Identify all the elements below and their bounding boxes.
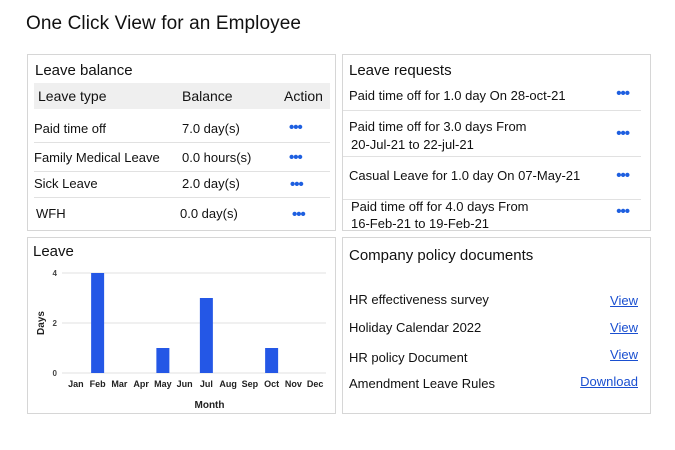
leave-request-item[interactable] xyxy=(349,118,641,154)
document-name: HR policy Document xyxy=(349,350,468,365)
balance-cell: 0.0 day(s) xyxy=(180,206,238,221)
more-dots-icon[interactable]: ••• xyxy=(616,125,629,142)
leave-balance-title: Leave balance xyxy=(35,62,133,79)
more-dots-icon[interactable]: ••• xyxy=(616,85,629,102)
policy-documents-card xyxy=(342,237,651,414)
leave-type-cell: Sick Leave xyxy=(34,176,98,191)
chart-bar xyxy=(91,273,104,373)
balance-cell: 7.0 day(s) xyxy=(182,121,240,136)
x-tick-label: Jul xyxy=(199,379,213,389)
more-dots-icon[interactable]: ••• xyxy=(289,149,302,166)
x-tick-label: Jan xyxy=(68,379,84,389)
list-item xyxy=(349,292,645,310)
document-name: HR effectiveness survey xyxy=(349,292,489,307)
policy-documents-title: Company policy documents xyxy=(349,247,534,264)
column-header-action: Action xyxy=(284,88,323,104)
y-axis-title: Days xyxy=(36,311,47,335)
leave-chart-title: Leave xyxy=(33,243,74,260)
balance-cell: 2.0 day(s) xyxy=(182,176,240,191)
leave-request-dates: 16-Feb-21 to 19-Feb-21 xyxy=(351,216,490,231)
list-item xyxy=(349,320,645,338)
row-divider xyxy=(343,156,641,157)
view-link[interactable]: View xyxy=(610,320,638,335)
y-tick-label: 4 xyxy=(52,269,57,278)
chart-bar xyxy=(265,348,278,373)
column-header-balance: Balance xyxy=(182,88,233,104)
more-dots-icon[interactable]: ••• xyxy=(289,119,302,136)
more-dots-icon[interactable]: ••• xyxy=(290,176,303,193)
x-axis-title: Month xyxy=(194,400,225,411)
x-tick-label: Aug xyxy=(219,379,237,389)
leave-request-text: Casual Leave for 1.0 day On 07-May-21 xyxy=(349,168,581,183)
x-tick-label: Mar xyxy=(111,379,128,389)
balance-cell: 0.0 hours(s) xyxy=(182,150,252,165)
x-tick-label: Oct xyxy=(264,379,280,389)
leave-request-text: Paid time off for 1.0 day On 28-oct-21 xyxy=(349,88,566,103)
x-tick-label: Sep xyxy=(241,379,259,389)
leave-request-dates: 20-Jul-21 to 22-jul-21 xyxy=(351,137,474,152)
leave-request-item[interactable] xyxy=(349,86,641,108)
document-name: Amendment Leave Rules xyxy=(349,376,495,391)
table-row xyxy=(34,200,330,228)
more-dots-icon[interactable]: ••• xyxy=(616,203,629,220)
x-tick-label: May xyxy=(154,379,172,389)
column-header-leave-type: Leave type xyxy=(38,88,107,104)
y-tick-label: 2 xyxy=(52,319,57,328)
more-dots-icon[interactable]: ••• xyxy=(616,167,629,184)
leave-type-cell: WFH xyxy=(36,206,66,221)
x-tick-label: Feb xyxy=(89,379,106,389)
row-divider xyxy=(34,197,330,198)
row-divider xyxy=(34,142,330,143)
x-tick-label: Dec xyxy=(306,379,324,389)
leave-chart-card xyxy=(27,237,336,414)
leave-request-text: Paid time off for 4.0 days From xyxy=(351,199,529,214)
chart-bar xyxy=(156,348,169,373)
y-tick-label: 0 xyxy=(52,369,57,378)
download-link[interactable]: Download xyxy=(580,374,638,389)
x-tick-label: Apr xyxy=(133,379,149,389)
leave-requests-title: Leave requests xyxy=(349,62,452,79)
leave-balance-card xyxy=(27,54,336,231)
leave-balance-header-row xyxy=(34,83,330,109)
table-row xyxy=(34,170,330,198)
document-name: Holiday Calendar 2022 xyxy=(349,320,482,335)
leave-request-item[interactable] xyxy=(349,198,641,232)
x-tick-label: Nov xyxy=(284,379,302,389)
leave-request-item[interactable] xyxy=(349,167,641,189)
table-row xyxy=(34,144,330,172)
more-dots-icon[interactable]: ••• xyxy=(292,206,305,223)
leave-type-cell: Family Medical Leave xyxy=(34,150,160,165)
leave-request-text: Paid time off for 3.0 days From xyxy=(349,119,527,134)
table-row xyxy=(34,115,330,143)
view-link[interactable]: View xyxy=(610,293,638,308)
leave-requests-card xyxy=(342,54,651,231)
page-title: One Click View for an Employee xyxy=(26,13,302,34)
chart-bar xyxy=(200,298,213,373)
list-item xyxy=(349,349,645,367)
view-link[interactable]: View xyxy=(610,347,638,362)
x-tick-label: Jun xyxy=(176,379,193,389)
list-item xyxy=(349,376,645,394)
leave-bar-chart xyxy=(28,238,335,413)
row-divider xyxy=(343,110,641,111)
leave-type-cell: Paid time off xyxy=(34,121,107,136)
